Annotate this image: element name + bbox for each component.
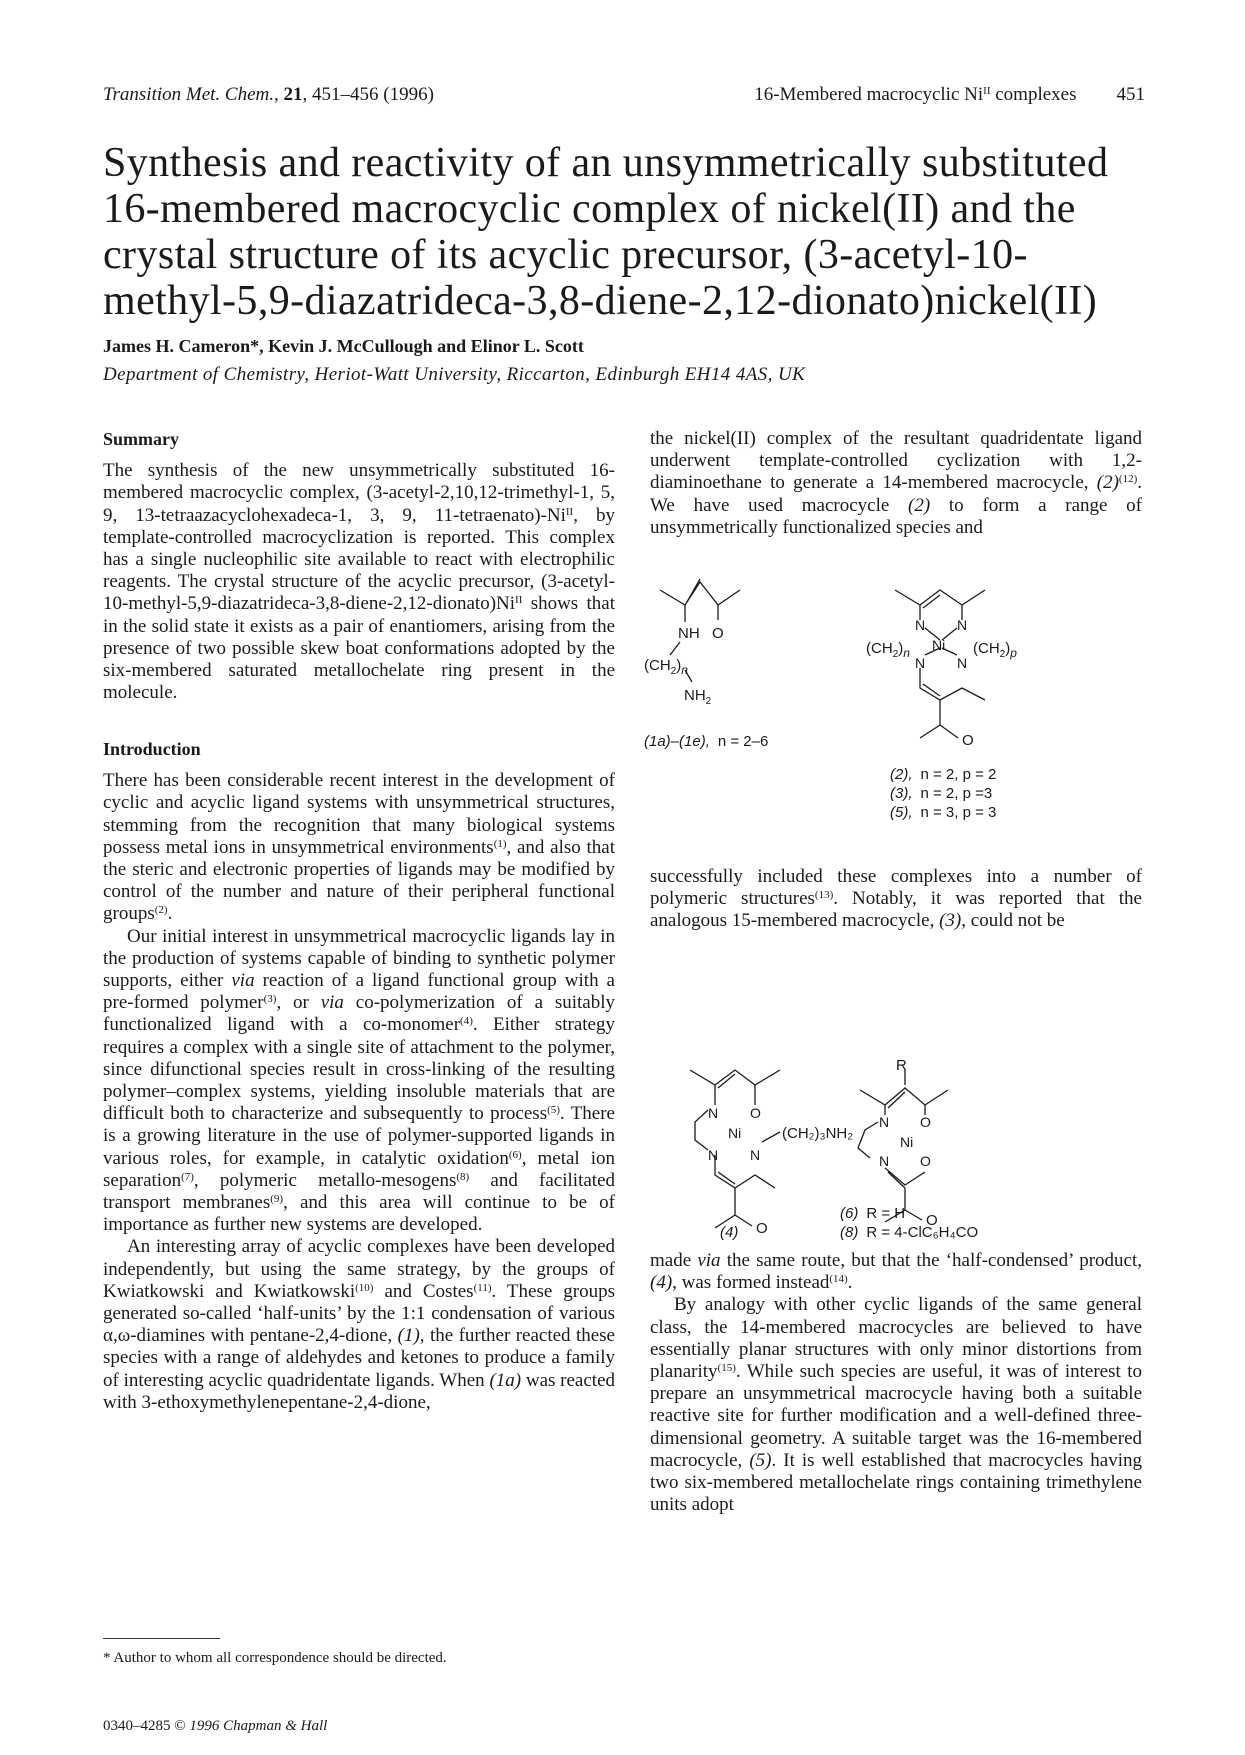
label-n: N	[915, 617, 926, 633]
sup: II	[515, 594, 523, 607]
compound-ref: (2)	[1096, 472, 1119, 494]
caption-5: (5), n = 3, p = 3	[890, 804, 997, 821]
right-paragraph-1	[650, 428, 1142, 539]
running-title: 16-Membered macrocyclic Ni	[754, 84, 984, 105]
text: By analogy with other cyclic ligands of the same general class, the 14-membered macrocycles are believed to have essentially planar structures with only minor distortions from planarity	[650, 1294, 1142, 1383]
summary-text-b: , by template-controlled macrocyclization is reported. This complex has a single nucleophilic site available to react with electrophilic reagents. The crystal structure of the acyclic precursor, (3-acetyl-10-methyl-5,9-diazatrideca-3,8-diene-2,12-dionato)Ni	[103, 504, 615, 615]
ref: (11)	[473, 1281, 492, 1294]
summary-text	[103, 460, 615, 704]
label-ch2-3-nh2: (CH₂)₃NH₂	[782, 1125, 854, 1142]
footnote-rule	[103, 1638, 220, 1639]
text: , was formed instead	[672, 1272, 830, 1294]
text: and Costes	[373, 1280, 474, 1302]
label-n: N	[879, 1153, 890, 1169]
affiliation: Department of Chemistry, Heriot-Watt University, Riccarton, Edinburgh EH14 4AS, UK	[103, 364, 806, 385]
compound-ref: (5)	[749, 1449, 772, 1471]
text: , and this area will continue to be of importance as further new systems are developed.	[103, 1192, 615, 1236]
running-header-right	[754, 84, 1145, 106]
right-column-middle	[650, 866, 1142, 933]
text-via: via	[231, 970, 255, 992]
intro-paragraph-3	[103, 1236, 615, 1414]
text: . We have used macrocycle	[650, 472, 1142, 516]
compound-2-structure	[895, 590, 985, 738]
ref: (9)	[270, 1193, 284, 1206]
label-n: N	[957, 617, 968, 633]
label-o: O	[962, 732, 974, 749]
text: co-polymerization of a suitably functionalized ligand with a co-monomer	[103, 992, 615, 1036]
running-title-sup: II	[983, 85, 991, 97]
compound-ref: (3)	[939, 910, 962, 932]
copyright	[103, 1718, 327, 1735]
text: and facilitated transport membranes	[103, 1169, 615, 1214]
ref: (6)	[508, 1148, 522, 1161]
summary-text-a: The synthesis of the new unsymmetrically substituted 16-membered macrocyclic complex, (3-acetyl-2,10,12-trimethyl-1, 5, 9, 13-tetraazacyclohexadeca-1, 3, 9, 11-tetraenato)-Ni	[103, 460, 615, 526]
compound-ref: (2)	[908, 494, 931, 516]
label-o: O	[920, 1114, 931, 1130]
right-column-top	[650, 428, 1142, 539]
compound-ref: (1a)	[489, 1369, 522, 1391]
label-ni: Ni	[728, 1125, 742, 1141]
text: . While such species are useful, it was of interest to prepare an unsymmetrical macrocycle having both a suitable reactive site for further modification and a well-defined three-dimensional geometry. A suitable target was the 16-membered macrocycle,	[650, 1361, 1142, 1471]
introduction-heading: Introduction	[103, 739, 201, 759]
label-n: N	[879, 1114, 890, 1130]
ref: (14)	[829, 1273, 848, 1286]
publisher: 1996 Chapman & Hall	[189, 1718, 328, 1734]
label-o: O	[756, 1220, 768, 1237]
right-paragraph-4	[650, 1294, 1142, 1516]
ref: (13)	[814, 889, 834, 902]
label-n: N	[708, 1105, 719, 1121]
sup: II	[565, 505, 574, 518]
label-nh: NH	[678, 625, 700, 642]
text: , polymeric metallo-mesogens	[193, 1169, 457, 1191]
compound-ref: (1)	[397, 1325, 420, 1347]
right-paragraph-3: made via the same route, but that the ‘half-condensed’ product, (4), was formed instead$^{(14)}$.	[650, 1250, 1142, 1294]
ref: (2)	[154, 904, 168, 917]
text: , or	[276, 992, 321, 1014]
running-header-left: Transition Met. Chem., 21, 451–456 (1996)	[103, 84, 434, 105]
intro-paragraph-1: There has been considerable recent interest in the development of cyclic and acyclic ligand systems with unsymmetrical structures, stemming from the recognition that many biological systems possess metal ions in unsymmetrical environments$^{(1)}$, and also that the steric and electronic properties of ligands may be modified by control of the number and nature of their peripheral functional groups$^{(2)}$.	[103, 770, 615, 925]
ref: (7)	[181, 1170, 194, 1183]
compound-4-structure	[690, 1070, 780, 1228]
ref: (12)	[1118, 473, 1138, 486]
text: There has been considerable recent interest in the development of cyclic and acyclic ligand systems with unsymmetrical structures, stemming from the recognition that many biological systems possess metal ions in unsymmetrical environments	[103, 770, 615, 858]
summary-heading: Summary	[103, 429, 179, 449]
ref: (1)	[493, 837, 507, 850]
journal-volume: 21	[283, 84, 303, 105]
label-n: N	[750, 1147, 761, 1163]
text: successfully included these complexes into a number of polymeric structures	[650, 866, 1142, 910]
label-n: N	[708, 1147, 719, 1163]
ref: (15)	[717, 1362, 736, 1375]
text: An interesting array of acyclic complexes have been developed independently, but using the same strategy, by the groups of Kwiatkowski and Kwiatkowski	[103, 1236, 615, 1302]
label-ni: Ni	[900, 1134, 914, 1150]
text: to form a range of unsymmetrically functionalized species and	[650, 494, 1142, 538]
caption-8: (8) R = 4-ClC₆H₄CO	[840, 1224, 979, 1240]
ref: (5)	[547, 1104, 560, 1117]
ref: (3)	[263, 993, 277, 1006]
caption-2: (2), n = 2, p = 2	[890, 766, 997, 783]
chemical-scheme-1	[640, 560, 1140, 840]
text: made	[650, 1250, 698, 1271]
text: Our initial interest in unsymmetrical macrocyclic ligands lay in the production of systems capable of binding to synthetic polymer supports, either	[103, 925, 615, 992]
label-ni: Ni	[932, 637, 946, 653]
text: , the further reacted these species with a range of aldehydes and ketones to produce a family of interesting acyclic quadridentate ligands. When	[103, 1325, 615, 1391]
chemical-scheme-2	[690, 1060, 1130, 1240]
ref: (8)	[456, 1170, 470, 1183]
right-column-bottom	[650, 1250, 1142, 1516]
summary-section	[103, 428, 615, 704]
caption-4: (4)	[720, 1224, 739, 1240]
journal-pages: , 451–456 (1996)	[302, 84, 434, 105]
label-r: R	[896, 1060, 907, 1074]
label-o: O	[750, 1105, 761, 1121]
ref: (4)	[460, 1015, 473, 1028]
text: . There is a growing literature in the use of polymer-supported ligands in various roles, for example, in catalytic oxidation	[103, 1103, 615, 1169]
text: , metal ion separation	[103, 1147, 615, 1191]
text: , could not be	[961, 910, 1065, 932]
running-title-end: complexes	[990, 84, 1077, 105]
authors: James H. Cameron*, Kevin J. McCullough and Elinor L. Scott	[103, 336, 584, 356]
text-via: via	[697, 1250, 721, 1271]
intro-paragraph-2	[103, 926, 615, 1237]
label-ch2n: $(CH_2)_n$	[644, 657, 688, 677]
ref: (10)	[355, 1281, 374, 1294]
text: the same route, but that the ‘half-condensed’ product,	[720, 1250, 1142, 1271]
footnote: * Author to whom all correspondence should be directed.	[103, 1650, 447, 1666]
label-ch2p: $(CH_2)_p$	[973, 640, 1017, 660]
text: . These groups generated so-called ‘half-units’ by the 1:1 condensation of various α,ω-diamines with pentane-2,4-dione,	[103, 1280, 615, 1347]
right-paragraph-2	[650, 866, 1142, 933]
text: . Notably, it was reported that the analogous 15-membered macrocycle,	[650, 888, 1142, 932]
text-via: via	[320, 992, 344, 1014]
introduction-section	[103, 738, 615, 1414]
caption-3: (3), n = 2, p =3	[890, 785, 993, 802]
text: . It is well established that macrocycles having two six-membered metallochelate rings containing trimethylene units adopt	[650, 1449, 1142, 1516]
label-o: O	[712, 625, 724, 642]
text: reaction of a ligand functional group with a pre-formed polymer	[103, 970, 615, 1014]
label-o: O	[920, 1153, 931, 1169]
journal-name: Transition Met. Chem.	[103, 84, 275, 105]
text: the nickel(II) complex of the resultant quadridentate ligand underwent template-controlled cyclization with 1,2-diaminoethane to generate a 14-membered macrocycle,	[650, 428, 1142, 494]
text: . Either strategy requires a complex with a single site of attachment to the polymer, since difunctional species result in cross-linking of the resulting polymer–complex systems, yielding insoluble materials that are difficult both to characterize and subsequently to process	[103, 1014, 615, 1125]
caption-6: (6) R = H	[840, 1205, 906, 1222]
label-o: O	[926, 1212, 938, 1229]
article-title: Synthesis and reactivity of an unsymmetrically substituted 16-membered macrocyclic complex of nickel(II) and the crystal structure of its acyclic precursor, (3-acetyl-10-methyl-5,9-diazatrideca-3,8-diene-2,12-dionato)nickel(II)	[103, 140, 1109, 324]
compound-ref: (4)	[650, 1272, 673, 1294]
issn: 0340–4285 ©	[103, 1718, 190, 1734]
label-n: N	[957, 655, 968, 671]
label-nh2: $NH_2$	[684, 687, 712, 707]
text: was reacted with 3-ethoxymethylenepentane-2,4-dione,	[103, 1369, 615, 1413]
page-number: 451	[1116, 84, 1145, 105]
summary-text-c: shows that in the solid state it exists as a pair of enantiomers, arising from the presence of two possible skew boat conformations adopted by the six-membered saturated metallochelate ring present in the molecule.	[103, 593, 615, 704]
label-ch2n: $(CH_2)_n$	[866, 640, 910, 660]
caption-1a-1e: (1a)–(1e), n = 2–6	[644, 733, 769, 750]
text: , and also that the steric and electronic properties of ligands may be modified by control of the number and nature of their peripheral functional groups	[103, 836, 615, 925]
label-n: N	[915, 655, 926, 671]
